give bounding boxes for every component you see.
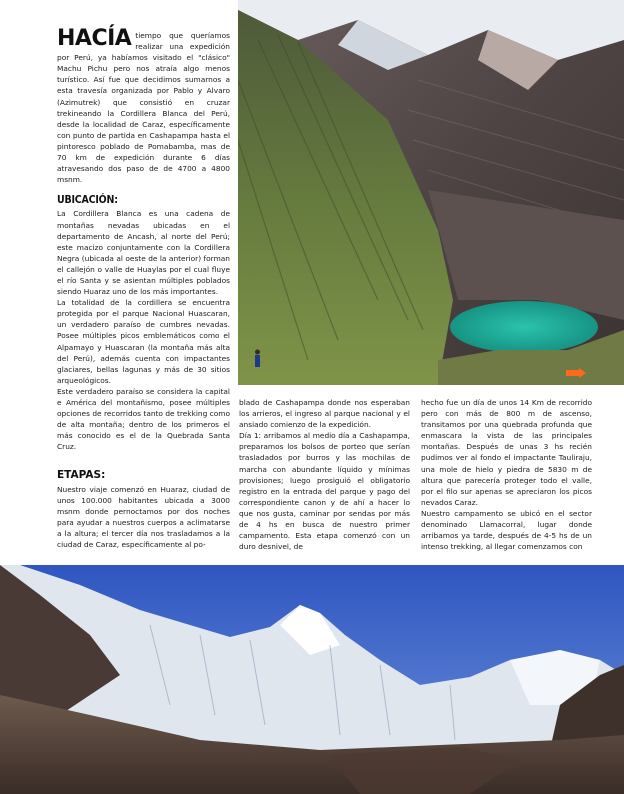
ubicacion-heading: UBICACIÓN: [57, 194, 118, 207]
etapas-heading: ETAPAS: [57, 469, 106, 481]
ubicacion-paragraph-3: Este verdadero paraíso se considera la capital e América del montañismo, posee múltiples opciones de recorridos tanto de trekking como de alta montaña; dentro de los primeros el más conocido es el de la Quebrada Santa Cruz. [57, 386, 230, 452]
snowy-peaks-panorama-photo [0, 565, 624, 794]
article-column-3 [421, 397, 592, 552]
mountain-lake-photo [238, 0, 624, 385]
ubicacion-paragraph-1: La Cordillera Blanca es una cadena de montañas nevadas ubicadas en el departamento de Ancash, al norte del Perú; este macizo conjuntamente con la Cordillera Negra (ubicada al oeste de la anterior) forman el callejón o valle de Huaylas por el cual fluye el río Santa y se asientan múltiples poblados siendo Huaraz uno de los más importantes. [57, 209, 230, 297]
orange-arrow-icon [566, 363, 586, 373]
intro-paragraph: tiempo que queríamos realizar una expedición por Perú, ya habíamos visitado el "clásico" Machu Pichu pero nos atraía algo menos turístico. Así fue que decidimos sumarnos a esta travesía organizada por Pablo y Alvaro (Azimutrek) que consistió en cruzar trekineando la Cordillera Blanca del Perú, desde la localidad de Caraz, específicamente con punto de partida en Cashapampa hasta el pintoresco poblado de Pomabamba, mas de 70 km de expedición durante 6 días atravesando dos paso de de 4700 a 4800 msnm. [57, 31, 230, 185]
ubicacion-paragraph-2: La totalidad de la cordillera se encuentra protegida por el parque Nacional Huascaran, un verdadero paraíso de cumbres nevadas. Posee múltiples picos emblemáticos como el Alpamayo y Huascaran (la montaña más alta del Perú), además cuenta con impactantes glaciares, bellas lagunas y más de 30 sitios arqueológicos. [57, 298, 230, 385]
etapas-paragraph: Nuestro viaje comenzó en Huaraz, ciudad de unos 100.000 habitantes ubicada a 3000 msnm donde pernoctamos por dos noches para ayudar a nuestros cuerpos a aclimatarse a la altura; el tercer día nos trasladamos a la ciudad de Caraz, específicamente al po- [57, 485, 230, 550]
dropcap-heading: HACÍA [57, 26, 132, 51]
article-column-1 [57, 0, 230, 452]
article-column-1-continued [57, 484, 230, 551]
col2-paragraph-2: Día 1: arribamos al medio día a Cashapampa, preparamos los bolsos de porteo que serían trasladados por burros y las mochilas de marcha con abundante líquido y mínimas provisiones; luego prosiguió el obligatorio registro en la entrada del parque y pago del correspondiente canon y de ahí a hacer lo que nos gusta, caminar por sendas por más de 4 hs en busca de nuestro primer campamento. Esta etapa comenzó con un duro desnivel, de [239, 431, 410, 552]
article-column-2 [239, 397, 410, 552]
col3-paragraph-2: Nuestro campamento se ubicó en el sector denominado Llamacorral, lugar donde arribamos ya tarde, después de 4-5 hs de un intenso trekking, al llegar comenzamos con [421, 508, 592, 552]
col3-paragraph-1: hecho fue un día de unos 14 Km de recorrido pero con más de 800 m de ascenso, transitamos por una quebrada profunda que enmascara la vista de las principales montañas. Después de unas 3 hs recién pudimos ver al fondo el impactante Tauliraju, una mole de hielo y piedra de 5830 m de altura que parecería proteger todo el valle, por el filo sur apenas se apreciaron los picos nevados Caraz. [421, 398, 592, 507]
col2-paragraph-1: blado de Cashapampa donde nos esperaban los arrieros, el ingreso al parque nacional y el ansiado comienzo de la expedición. [239, 398, 410, 430]
